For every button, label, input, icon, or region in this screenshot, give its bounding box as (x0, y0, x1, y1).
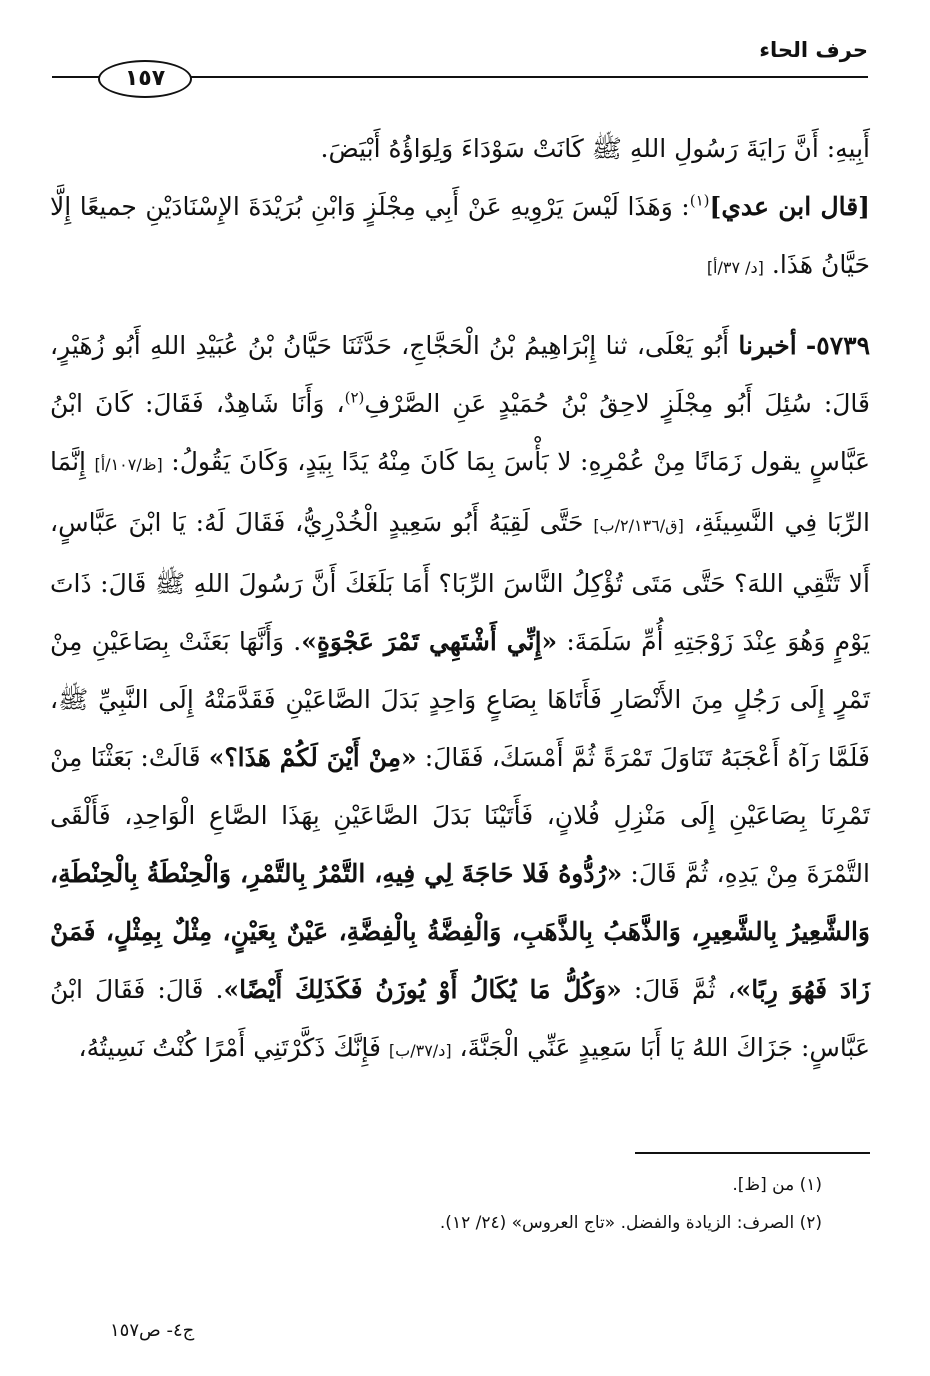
prophetic-quote: «رُدُّوهُ فَلا حَاجَةَ لِي فِيهِ، التَّمْرُ بِالتَّمْرِ، وَالْحِنْطَةُ بِالْحِنْطَةِ، وَالشَّعِيرُ بِالشَّعِيرِ، وَالذَّهَبُ بِالذَّهَبِ، وَالْفِضَّةُ بِالْفِضَّةِ، عَيْنٌ بِعَيْنٍ، مِثْلٌ بِمِثْلٍ، فَمَنْ زَادَ فَهُوَ رِبًا» (50, 859, 870, 1004)
text-segment: ، وَأَنَا شَاهِدٌ، فَقَالَ: كَانَ ابْنُ عَبَّاسٍ يقول زَمَانًا مِنْ عُمْرِهِ: لا بَأْسَ بِمَا كَانَ مِنْهُ يَدًا بِيَدٍ، وَكَانَ يَقُولُ: (50, 389, 871, 476)
prophetic-quote: «مِنْ أَيْنَ لَكُمْ هَذَا؟» (208, 743, 417, 772)
page-number-oval: ١٥٧ (98, 60, 192, 98)
hadith-5739 (50, 317, 870, 1080)
text-segment: . وَأَنَّهَا بَعَثَتْ بِصَاعَيْنِ مِنْ تَمْرٍ إِلَى رَجُلٍ مِنَ الأَنْصَارِ فَأَتَاهَا بِصَاعٍ وَاحِدٍ بَدَلَ الصَّاعَيْنِ فَقَدَّمَتْهُ إِلَى النَّبِيِّ ﷺ، فَلَمَّا رَآهُ أَعْجَبَهُ تَنَاوَلَ تَمْرَةً ثُمَّ أَمْسَكَ، فَقَالَ: (50, 627, 870, 772)
footnote-2: (٢) الصرف: الزيادة والفضل. «تاج العروس» (٢٤/ ١٢). (439, 1213, 822, 1233)
text-segment: أَبُو يَعْلَى، ثنا إِبْرَاهِيمُ بْنُ الْحَجَّاجِ، حَدَّثَنَا حَيَّانُ بْنُ عُبَيْدِ اللهِ أَبُو زُهَيْرٍ، قَالَ: سُئِلَ أَبُو مِجْلَزٍ لاحِقُ بْنُ حُمَيْدٍ عَنِ الصَّرْفِ (50, 331, 870, 418)
footnote-1: (١) من [ظ]. (732, 1175, 822, 1195)
text-segment: . قَالَ: فَقَالَ ابْنُ عَبَّاسٍ: جَزَاكَ اللهُ يَا أَبَا سَعِيدٍ عَنِّي الْجَنَّةَ، (50, 975, 870, 1062)
speaker-label: [قال ابن عدي] (709, 192, 871, 221)
manuscript-ref: [ق/٢/١٣٦/ب] (593, 516, 684, 535)
main-text (50, 120, 870, 1080)
manuscript-ref: [د/ ٣٧/أ] (706, 258, 764, 277)
footnotes (60, 1166, 822, 1242)
paragraph-2-text: : وَهَذَا لَيْسَ يَرْوِيهِ عَنْ أَبِي مِجْلَزٍ وَابْنِ بُرَيْدَةَ الإِسْنَادَيْنِ جميعًا إِلَّا حَيَّانُ هَذَا. (50, 192, 870, 279)
footnote-rule (635, 1152, 870, 1154)
paragraph-gap (50, 297, 870, 317)
text-segment: ، ثُمَّ قَالَ: (633, 975, 736, 1004)
footnote-mark-2: (٢) (344, 388, 365, 407)
paragraph-1: أَبِيهِ: أَنَّ رَايَةَ رَسُولِ اللهِ ﷺ كَانَتْ سَوْدَاءَ وَلِوَاؤُهُ أَبْيَضَ. (320, 134, 870, 163)
paragraph-2 (50, 178, 870, 297)
prophetic-quote: «وَكُلُّ مَا يُكَالُ أَوْ يُوزَنُ فَكَذَلِكَ أَيْضًا» (223, 975, 622, 1004)
hadith-lead: أخبرنا (738, 331, 797, 360)
text-segment: قَالَتْ: بَعَثْنَا مِنْ تَمْرِنَا بِصَاعَيْنِ إِلَى مَنْزِلِ فُلانٍ، فَأَتَيْنَا بَدَلَ الصَّاعَيْنِ بِهَذَا الصَّاعِ الْوَاحِدِ، فَأَلْقَى التَّمْرَةَ مِنْ يَدِهِ، ثُمَّ قَالَ: (50, 743, 870, 888)
text-segment: فَإِنَّكَ ذَكَّرْتَنِي أَمْرًا كُنْتُ نَسِيتُهُ، (78, 1033, 381, 1062)
manuscript-ref: [ظ/١٠٧/أ] (94, 455, 163, 474)
text-segment: إِنَّمَا الرِّبَا فِي النَّسِيئَةِ، (50, 447, 870, 537)
text-segment: حَتَّى لَقِيَهُ أَبُو سَعِيدٍ الْخُدْرِيُّ، فَقَالَ لَهُ: يَا ابْنَ عَبَّاسٍ، أَلا تَتَّقِي اللهَ؟ حَتَّى مَتَى تُؤْكِلُ النَّاسَ الرِّبَا؟ أَمَا بَلَغَكَ أَنَّ رَسُولَ اللهِ ﷺ قَالَ: ذَاتَ يَوْمٍ وَهُوَ عِنْدَ زَوْجَتِهِ أُمِّ سَلَمَةَ: (50, 508, 870, 656)
running-title: حرف الحاء (759, 38, 868, 62)
prophetic-quote: «إِنِّي أَشْتَهِي تَمْرَ عَجْوَةٍ» (301, 627, 558, 656)
folio-mark: ج٤- ص١٥٧ (110, 1320, 195, 1341)
hadith-number: ٥٧٣٩- (805, 331, 870, 360)
footnote-mark-1: (١) (689, 191, 710, 210)
manuscript-ref: [د/٣٧/ب] (388, 1041, 452, 1060)
